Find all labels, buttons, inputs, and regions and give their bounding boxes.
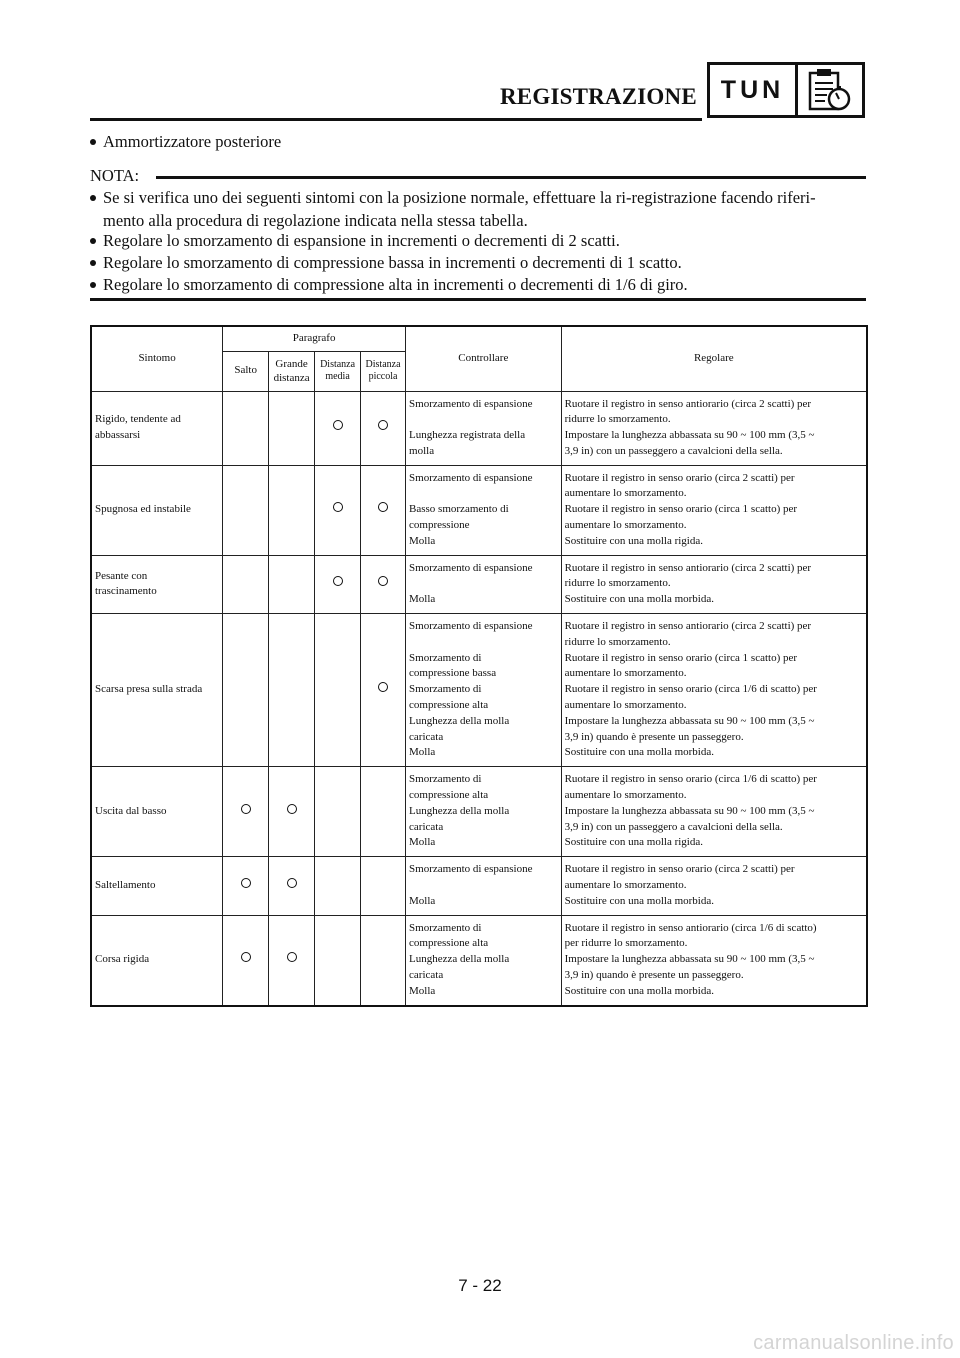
cell-mark xyxy=(223,915,269,1005)
circle-mark-icon xyxy=(378,420,388,430)
circle-mark-icon xyxy=(241,878,251,888)
table-row xyxy=(91,857,867,915)
circle-mark-icon xyxy=(333,576,343,586)
section-badge xyxy=(707,62,865,118)
circle-mark-icon xyxy=(378,502,388,512)
cell-controllare: Smorzamento di compressione alta Lunghezza della molla caricata Molla xyxy=(406,767,562,857)
header-regolare: Regolare xyxy=(561,326,867,391)
circle-mark-icon xyxy=(287,878,297,888)
circle-mark-icon xyxy=(333,420,343,430)
cell-mark xyxy=(223,465,269,555)
cell-mark xyxy=(269,767,315,857)
cell-mark xyxy=(223,391,269,465)
cell-regolare: Ruotare il registro in senso antiorario (circa 2 scatti) per ridurre lo smorzamento. Sostituire con una molla morbida. xyxy=(561,555,867,613)
header-grande-distanza: Grande distanza xyxy=(269,351,315,391)
circle-mark-icon xyxy=(241,952,251,962)
circle-mark-icon xyxy=(287,952,297,962)
cell-controllare: Smorzamento di espansione Molla xyxy=(406,857,562,915)
table-row xyxy=(91,767,867,857)
cell-regolare: Ruotare il registro in senso antiorario (circa 1/6 di scatto) per ridurre lo smorzamento. Impostare la lunghezza abbassata su 90 ~ 100 mm (3,5 ~ 3,9 in) quando è presente un passeggero. Sostituire con una molla morbida. xyxy=(561,915,867,1005)
cell-mark xyxy=(315,767,361,857)
section-bullet: Ammortizzatore posteriore xyxy=(90,130,281,153)
cell-mark xyxy=(361,614,406,767)
cell-controllare: Smorzamento di compressione alta Lunghezza della molla caricata Molla xyxy=(406,915,562,1005)
cell-mark xyxy=(315,857,361,915)
table-row xyxy=(91,391,867,465)
cell-controllare: Smorzamento di espansione Lunghezza registrata della molla xyxy=(406,391,562,465)
symptom-table xyxy=(90,325,868,1007)
page-title: REGISTRAZIONE xyxy=(500,84,697,109)
circle-mark-icon xyxy=(378,576,388,586)
header-paragrafo: Paragrafo xyxy=(223,326,406,351)
circle-mark-icon xyxy=(333,502,343,512)
cell-mark xyxy=(361,857,406,915)
cell-mark xyxy=(269,465,315,555)
bullet-dot xyxy=(90,260,96,266)
circle-mark-icon xyxy=(287,804,297,814)
circle-mark-icon xyxy=(378,682,388,692)
notes-end-rule xyxy=(90,298,866,301)
cell-mark xyxy=(315,391,361,465)
section-code: TUN xyxy=(710,65,798,115)
cell-mark xyxy=(223,555,269,613)
cell-sintomo: Corsa rigida xyxy=(91,915,223,1005)
header-rule xyxy=(90,118,702,121)
nota-item: Regolare lo smorzamento di compressione bassa in incrementi o decrementi di 1 scatto. xyxy=(90,251,682,274)
cell-mark xyxy=(269,391,315,465)
header-controllare: Controllare xyxy=(406,326,562,391)
cell-mark xyxy=(269,915,315,1005)
cell-mark xyxy=(223,857,269,915)
cell-mark xyxy=(315,614,361,767)
cell-controllare: Smorzamento di espansione Molla xyxy=(406,555,562,613)
bullet-dot xyxy=(90,238,96,244)
circle-mark-icon xyxy=(241,804,251,814)
cell-regolare: Ruotare il registro in senso antiorario (circa 2 scatti) per ridurre lo smorzamento. Impostare la lunghezza abbassata su 90 ~ 100 mm (3,5 ~ 3,9 in) con un passeggero a cavalcioni della sella. xyxy=(561,391,867,465)
cell-mark xyxy=(361,391,406,465)
header-distanza-media: Distanza media xyxy=(315,351,361,391)
header-salto: Salto xyxy=(223,351,269,391)
page-number: 7 - 22 xyxy=(458,1276,502,1295)
cell-mark xyxy=(361,465,406,555)
cell-sintomo: Rigido, tendente ad abbassarsi xyxy=(91,391,223,465)
bullet-dot xyxy=(90,282,96,288)
cell-mark xyxy=(269,555,315,613)
table-row xyxy=(91,614,867,767)
nota-item: Regolare lo smorzamento di espansione in incrementi o decrementi di 2 scatti. xyxy=(90,229,620,252)
watermark: carmanualsonline.info xyxy=(753,1332,954,1354)
cell-sintomo: Uscita dal basso xyxy=(91,767,223,857)
cell-mark xyxy=(223,767,269,857)
cell-mark xyxy=(315,915,361,1005)
nota-label: NOTA: xyxy=(90,166,140,185)
cell-controllare: Smorzamento di espansione Smorzamento di compressione bassa Smorzamento di compressione alta Lunghezza della molla caricata Molla xyxy=(406,614,562,767)
cell-mark xyxy=(269,614,315,767)
nota-item: Regolare lo smorzamento di compressione alta in incrementi o decrementi di 1/6 di giro. xyxy=(90,273,688,296)
cell-mark xyxy=(361,555,406,613)
cell-mark xyxy=(361,915,406,1005)
cell-regolare: Ruotare il registro in senso orario (circa 1/6 di scatto) per aumentare lo smorzamento. Impostare la lunghezza abbassata su 90 ~ 100 mm (3,5 ~ 3,9 in) con un passeggero a cavalcioni della sella. Sostituire con una molla rigida. xyxy=(561,767,867,857)
header-sintomo: Sintomo xyxy=(91,326,223,391)
cell-sintomo: Pesante con trascinamento xyxy=(91,555,223,613)
cell-mark xyxy=(223,614,269,767)
header-distanza-piccola: Distanza piccola xyxy=(361,351,406,391)
clipboard-stopwatch-icon xyxy=(798,65,862,115)
cell-regolare: Ruotare il registro in senso orario (circa 2 scatti) per aumentare lo smorzamento. Ruotare il registro in senso orario (circa 1 scatto) per aumentare lo smorzamento. Sostituire con una molla rigida. xyxy=(561,465,867,555)
cell-mark xyxy=(315,465,361,555)
cell-mark xyxy=(315,555,361,613)
cell-regolare: Ruotare il registro in senso antiorario (circa 2 scatti) per ridurre lo smorzamento. Ruotare il registro in senso orario (circa 1 scatto) per aumentare lo smorzamento. Ruotare il registro in senso orario (circa 1/6 di scatto) per aumentare lo smorzamento. Impostare la lunghezza abbassata su 90 ~ 100 mm (3,5 ~ 3,9 in) quando è presente un passeggero. Sostituire con una molla morbida. xyxy=(561,614,867,767)
cell-mark xyxy=(269,857,315,915)
table-row xyxy=(91,465,867,555)
nota-item: Se si verifica uno dei seguenti sintomi con la posizione normale, effettuare la ri-registrazione facendo riferi- mento alla procedura di regolazione indicata nella stessa tabella. xyxy=(90,186,866,232)
cell-regolare: Ruotare il registro in senso orario (circa 2 scatti) per aumentare lo smorzamento. Sostituire con una molla morbida. xyxy=(561,857,867,915)
cell-sintomo: Spugnosa ed instabile xyxy=(91,465,223,555)
cell-sintomo: Scarsa presa sulla strada xyxy=(91,614,223,767)
cell-mark xyxy=(361,767,406,857)
bullet-dot xyxy=(90,139,96,145)
table-row xyxy=(91,555,867,613)
cell-sintomo: Saltellamento xyxy=(91,857,223,915)
table-row xyxy=(91,915,867,1005)
bullet-dot xyxy=(90,195,96,201)
nota-rule xyxy=(156,176,866,179)
cell-controllare: Smorzamento di espansione Basso smorzamento di compressione Molla xyxy=(406,465,562,555)
